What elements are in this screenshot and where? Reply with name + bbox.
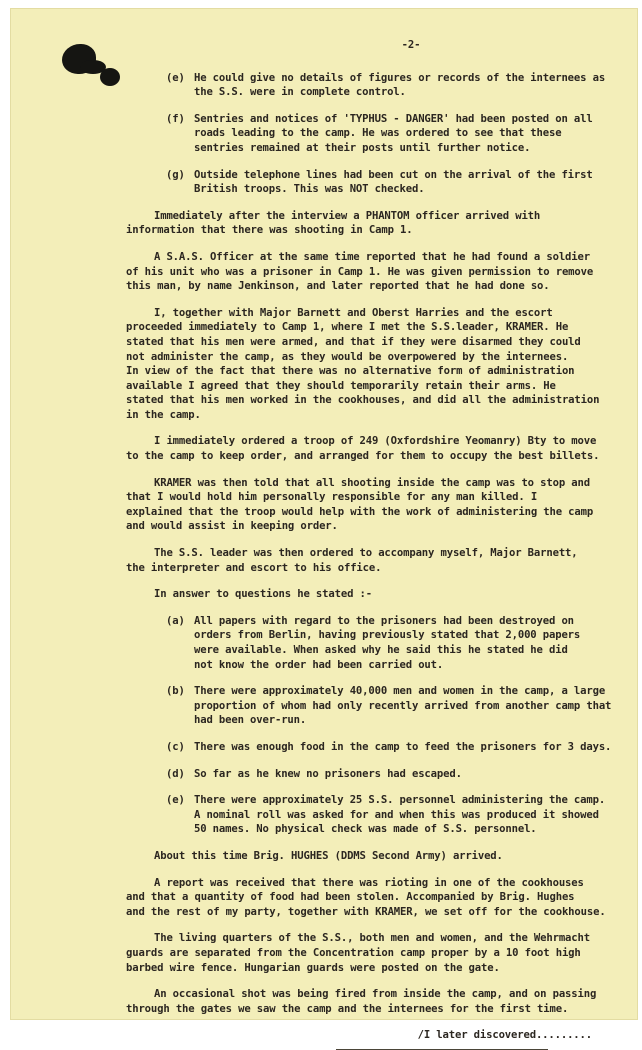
list-item: (d) So far as he knew no prisoners had escaped. bbox=[166, 767, 462, 780]
paragraph: A report was received that there was rioting in one of the cookhouses and that a quantity of food had been stolen. Accompanied by Brig. Hughes and the rest of my party, together with KRAMER, we set off for the cookhouse. bbox=[126, 876, 606, 918]
list-item: (c) There was enough food in the camp to feed the prisoners for 3 days. bbox=[166, 740, 612, 753]
list-item: (e) He could give no details of figures or records of the internees as the S.S. were in complete control. bbox=[166, 71, 606, 99]
paragraph: The S.S. leader was then ordered to accompany myself, Major Barnett, the interpreter and escort to his office. bbox=[126, 547, 578, 574]
paragraph: The living quarters of the S.S., both men and women, and the Wehrmacht guards are separated from the Concentration camp proper by a 10 foot high barbed wire fence. Hungarian guards were posted on the gate. bbox=[126, 932, 590, 974]
paragraph: Immediately after the interview a PHANTOM officer arrived with information that there was shooting in Camp 1. bbox=[126, 209, 541, 237]
list-item: (f) Sentries and notices of 'TYPHUS - DANGER' had been posted on all roads leading to the camp. He was ordered to see that these sentries remained at their posts until further notice. bbox=[166, 112, 593, 154]
list-item: (e) There were approximately 25 S.S. personnel administering the camp. A nominal roll was asked for and when this was produced it showed 50 names. No physical check was made of S.S. personnel. bbox=[166, 794, 606, 836]
list-item: (a) All papers with regard to the prisoners had been destroyed on orders from Berlin, having previously stated that 2,000 papers were available. When asked why he said this he stated he did not know the order had been carried out. bbox=[166, 614, 581, 671]
list-item: (b) There were approximately 40,000 men and women in the camp, a large proportion of whom had only recently arrived from another camp that had been over-run. bbox=[166, 685, 612, 727]
paragraph: A S.A.S. Officer at the same time reported that he had found a soldier of his unit who was a prisoner in Camp 1. He was given permission to remove this man, by name Jenkinson, and later reported that he had done so. bbox=[126, 250, 594, 293]
ink-stain bbox=[80, 60, 106, 74]
list-item: (g) Outside telephone lines had been cut on the arrival of the first British troops. This was NOT checked. bbox=[166, 168, 593, 196]
paragraph: I immediately ordered a troop of 249 (Oxfordshire Yeomanry) Bty to move to the camp to keep order, and arranged for them to occupy the best billets. bbox=[126, 435, 600, 463]
paragraph: In answer to questions he stated :- bbox=[154, 588, 372, 601]
paragraph: About this time Brig. HUGHES (DDMS Second Army) arrived. bbox=[154, 849, 503, 862]
paragraph: I, together with Major Barnett and Oberst Harries and the escort proceeded immediately to Camp 1, where I met the S.S.leader, KRAMER. He stated that his men were armed, and that if they were disarmed they could not administer the camp, as they would be overpowered by the internees. In view of the fact that there was no alternative form of administration available I agreed that they should temporarily retain their arms. He stated that his men worked in the cookhouses, and did all the administration in the camp. bbox=[126, 306, 600, 421]
continuation-catchword: /I later discovered......... bbox=[417, 1029, 592, 1042]
paragraph: KRAMER was then told that all shooting inside the camp was to stop and that I would hold him personally responsible for any man killed. I explained that the troop would help with the work of administering the camp and would assist in keeping order. bbox=[126, 476, 594, 533]
paragraph: An occasional shot was being fired from inside the camp, and on passing through the gates we saw the camp and the internees for the first time. bbox=[126, 988, 597, 1015]
typed-text bbox=[126, 38, 626, 1043]
page-number: -2- bbox=[401, 39, 421, 51]
